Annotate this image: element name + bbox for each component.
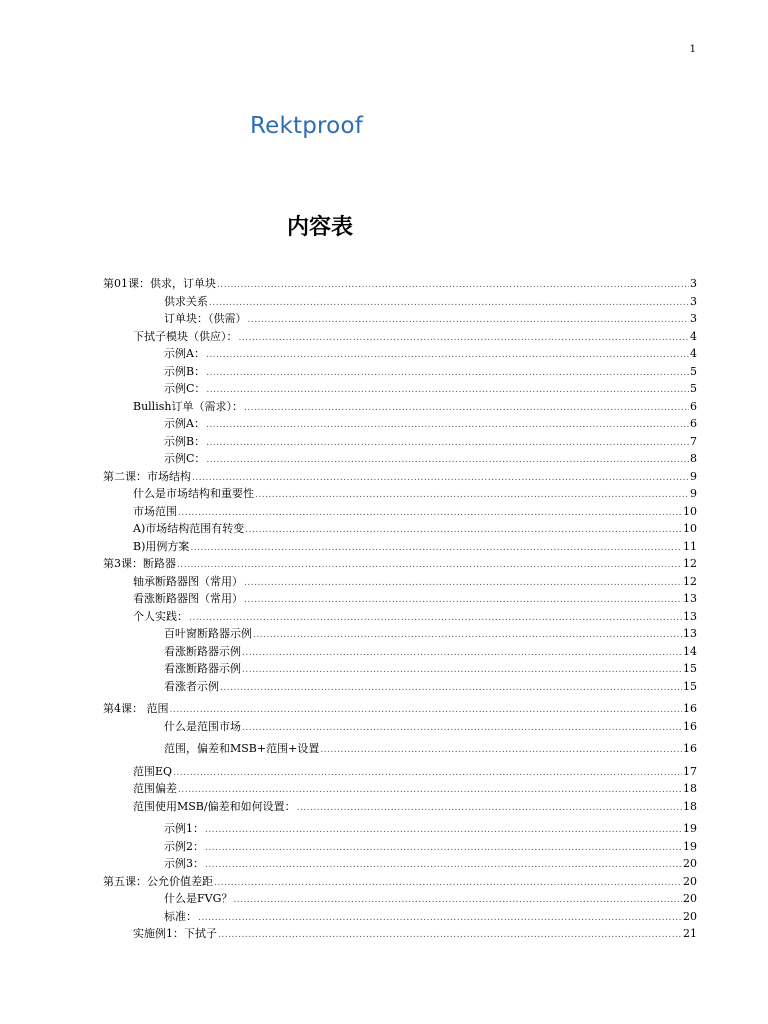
- toc-entry[interactable]: [103, 398, 697, 416]
- toc-entry[interactable]: [103, 820, 697, 838]
- toc-entry-title: 示例C：: [164, 382, 206, 395]
- toc-entry-title: 标准：: [164, 909, 197, 923]
- toc-entry[interactable]: [103, 718, 697, 736]
- toc-entry-page: 6: [690, 399, 697, 413]
- toc-entry-page: 16: [683, 719, 697, 733]
- toc-entry[interactable]: [103, 555, 697, 573]
- toc-entry[interactable]: [103, 415, 697, 433]
- toc-entry-title: 示例B：: [164, 434, 206, 448]
- toc-entry-page: 9: [690, 487, 697, 500]
- toc-entry-page: 12: [683, 557, 697, 570]
- toc-entry[interactable]: [103, 925, 697, 943]
- toc-entry-title: Bullish订单（需求）：: [133, 399, 243, 413]
- toc-entry-title: 市场范围: [133, 504, 177, 518]
- dot-leader: [297, 798, 682, 818]
- toc-entry-page: 20: [683, 857, 697, 870]
- toc-entry-page: 20: [683, 909, 697, 923]
- toc-entry-page: 4: [690, 347, 697, 360]
- toc-entry[interactable]: [103, 908, 697, 926]
- toc-entry-title: 订单块：（供需）: [164, 312, 247, 325]
- toc-entry-page: 10: [683, 522, 697, 535]
- toc-entry[interactable]: [103, 890, 697, 908]
- toc-entry-page: 18: [683, 799, 697, 813]
- toc-entry-page: 3: [690, 294, 697, 308]
- toc-entry-title: 看涨断路器示例: [164, 662, 241, 675]
- toc-entry[interactable]: [103, 740, 697, 758]
- toc-entry-page: 21: [683, 927, 697, 940]
- toc-entry-page: 17: [683, 764, 697, 778]
- toc-entry[interactable]: [103, 450, 697, 468]
- toc-entry-title: 看涨断路器示例: [164, 644, 241, 658]
- toc-entry[interactable]: [103, 590, 697, 608]
- toc-entry[interactable]: [103, 538, 697, 556]
- toc-entry[interactable]: [103, 573, 697, 591]
- toc-entry-page: 20: [683, 874, 697, 888]
- toc-entry-page: 8: [690, 452, 697, 465]
- toc-entry-page: 9: [690, 469, 697, 483]
- toc-entry-page: 6: [690, 417, 697, 430]
- toc-entry-title: A)市场结构范围有转变: [133, 522, 245, 535]
- toc-entry[interactable]: [103, 328, 697, 346]
- toc-entry[interactable]: [103, 520, 697, 538]
- toc-entry-title: 示例2：: [164, 839, 204, 853]
- toc-entry-page: 11: [683, 539, 697, 553]
- toc-entry-title: 示例C：: [164, 452, 206, 465]
- toc-entry[interactable]: [103, 780, 697, 798]
- toc-entry[interactable]: [103, 363, 697, 381]
- toc-entry[interactable]: [103, 678, 697, 696]
- toc-entry-title: 看涨者示例: [164, 679, 219, 693]
- toc-entry-page: 5: [690, 364, 697, 378]
- toc-entry[interactable]: [103, 310, 697, 328]
- toc-entry[interactable]: [103, 660, 697, 678]
- toc-entry-title: 范围偏差: [133, 782, 177, 795]
- toc-entry-title: 实施例1：下拭子: [133, 927, 217, 940]
- toc-entry[interactable]: [103, 433, 697, 451]
- toc-entry-title: 什么是FVG？: [164, 892, 233, 905]
- toc-entry[interactable]: [103, 855, 697, 873]
- toc-entry-title: 第01课：供求，订单块: [103, 277, 216, 290]
- toc-entry-title: 第4课： 范围: [103, 702, 169, 715]
- page-number: 1: [689, 44, 696, 55]
- toc-entry[interactable]: [103, 275, 697, 293]
- toc-entry[interactable]: [103, 625, 697, 643]
- toc-entry-title: 轴承断路器图（常用）: [133, 574, 243, 588]
- toc-entry-page: 19: [683, 822, 697, 835]
- toc-entry[interactable]: [103, 643, 697, 661]
- toc-entry-title: 什么是范围市场: [164, 719, 241, 733]
- toc-entry-title: 看涨断路器图（常用）: [133, 592, 243, 605]
- toc-entry-page: 13: [683, 592, 697, 605]
- toc-entry-page: 16: [683, 742, 697, 755]
- toc-entry[interactable]: [103, 763, 697, 781]
- toc-entry[interactable]: [103, 345, 697, 363]
- toc-entry-title: 第二课：市场结构: [103, 469, 191, 483]
- brand-logo-text: Rektproof: [250, 113, 364, 139]
- toc-entry-page: 3: [690, 277, 697, 290]
- toc-entry-title: 范围，偏差和MSB+范围+设置: [164, 742, 320, 755]
- toc-entry-page: 15: [683, 679, 697, 693]
- toc-entry[interactable]: [103, 503, 697, 521]
- toc-title: 内容表: [286, 215, 353, 240]
- toc-entry-page: 14: [683, 644, 697, 658]
- toc-entry[interactable]: [103, 798, 697, 816]
- toc-entry-title: 示例3：: [164, 857, 204, 870]
- toc-entry-title: 示例A：: [164, 347, 205, 360]
- toc-entry-title: 下拭子模块（供应）：: [133, 329, 238, 343]
- toc-entry-title: 供求关系: [164, 294, 208, 308]
- toc-entry-page: 19: [683, 839, 697, 853]
- toc-entry-title: 第3课：断路器: [103, 557, 176, 570]
- toc-entry-title: 第五课：公允价值差距: [103, 874, 213, 888]
- toc-entry[interactable]: [103, 380, 697, 398]
- toc-entry-title: 范围使用MSB/偏差和如何设置：: [133, 799, 296, 813]
- toc-entry-page: 18: [683, 782, 697, 795]
- dot-leader: [320, 740, 682, 760]
- toc-entry-title: 什么是市场结构和重要性: [133, 487, 254, 500]
- toc-entry-page: 7: [690, 434, 697, 448]
- toc-entry[interactable]: [103, 873, 697, 891]
- toc-entry-title: 示例B：: [164, 364, 206, 378]
- toc-entry-title: 示例1：: [164, 822, 204, 835]
- dot-leader: [220, 678, 682, 698]
- toc-entry[interactable]: [103, 608, 697, 626]
- toc-entry[interactable]: [103, 293, 697, 311]
- toc-entry-page: 15: [683, 662, 697, 675]
- toc-entry-title: 范围EQ: [133, 764, 173, 778]
- toc-entry[interactable]: [103, 468, 697, 486]
- toc-entry-page: 3: [690, 312, 697, 325]
- toc-entry-page: 5: [690, 382, 697, 395]
- toc-entry-page: 16: [683, 702, 697, 715]
- dot-leader: [242, 718, 682, 738]
- toc-entry[interactable]: [103, 838, 697, 856]
- toc-entry[interactable]: [103, 485, 697, 503]
- toc-entry-title: 示例A：: [164, 417, 205, 430]
- toc-entry-page: 10: [683, 504, 697, 518]
- toc-entry-page: 13: [683, 627, 697, 640]
- toc-entry-page: 13: [683, 609, 697, 623]
- toc-entry-page: 20: [683, 892, 697, 905]
- table-of-contents: [103, 275, 697, 943]
- toc-entry-page: 12: [683, 574, 697, 588]
- dot-leader: [218, 925, 682, 945]
- toc-entry[interactable]: [103, 700, 697, 718]
- toc-entry-title: 百叶窗断路器示例: [164, 627, 252, 640]
- toc-entry-title: 个人实践：: [133, 609, 188, 623]
- toc-entry-title: B)用例方案: [133, 539, 190, 553]
- toc-entry-page: 4: [690, 329, 697, 343]
